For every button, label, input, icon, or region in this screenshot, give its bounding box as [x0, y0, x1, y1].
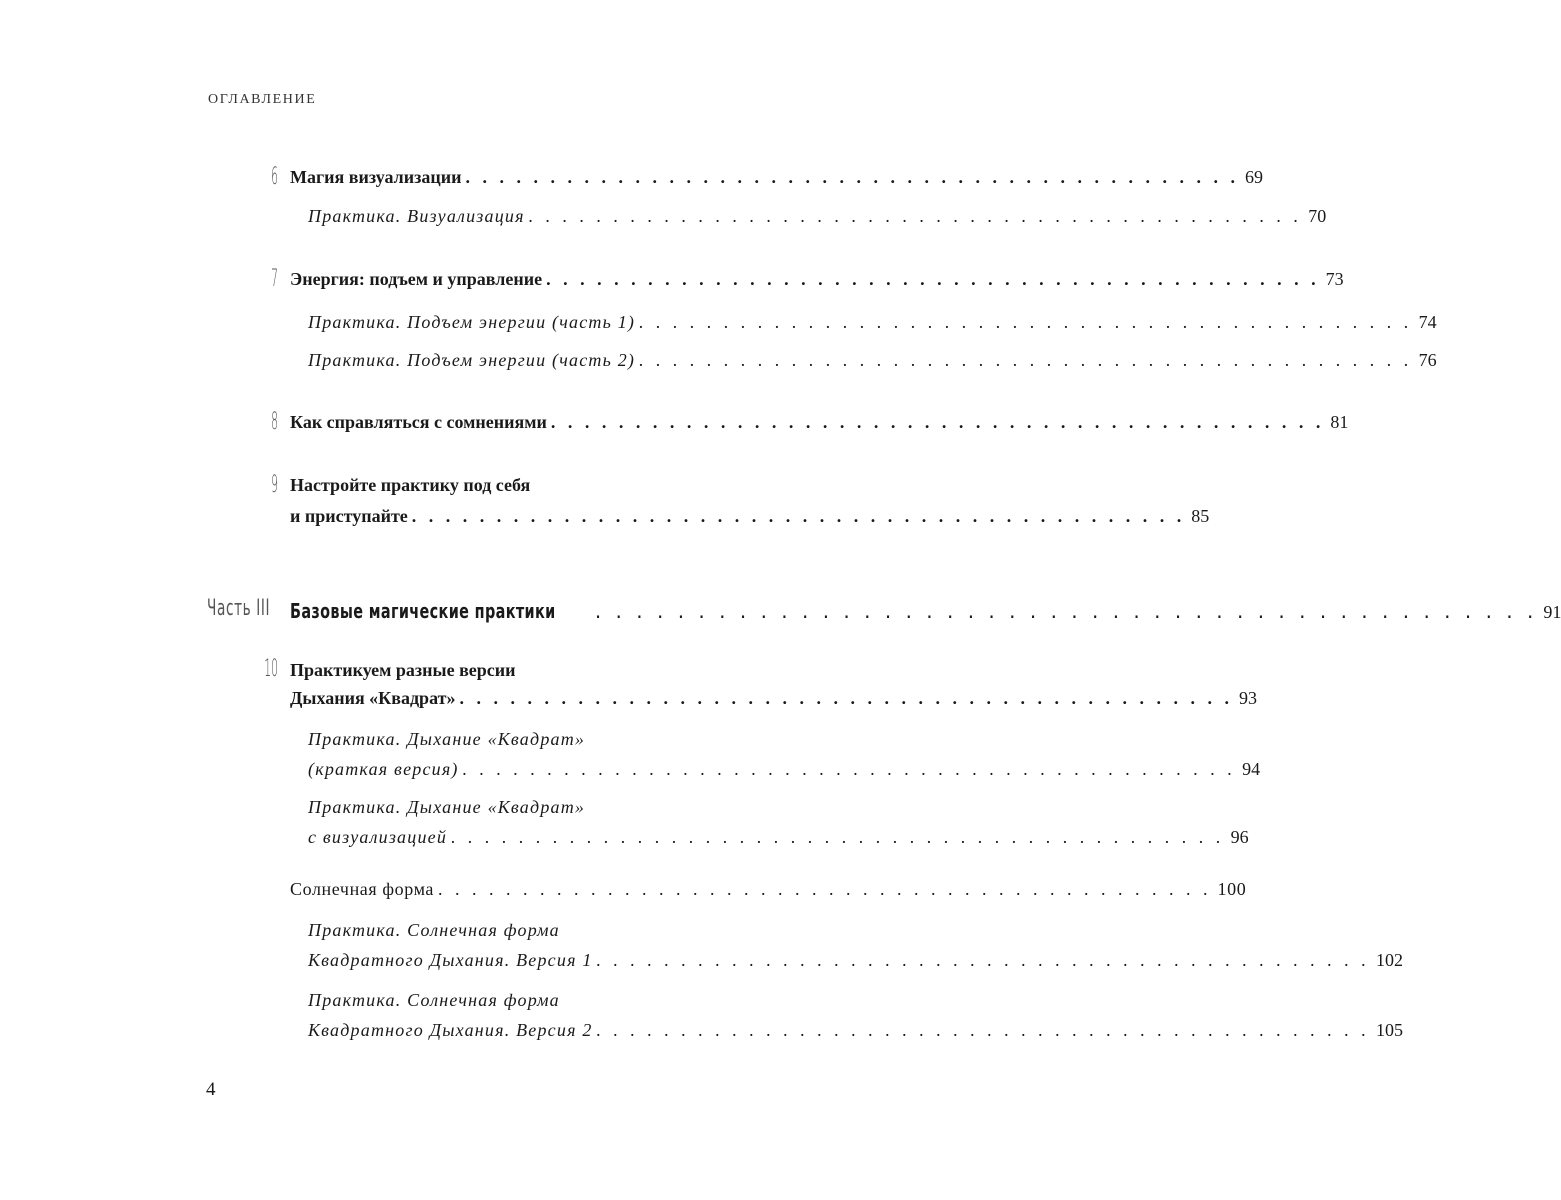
page-number: 4	[206, 1079, 216, 1100]
entry-page: 94	[1242, 759, 1261, 779]
entry-page: 85	[1191, 506, 1210, 526]
toc-entry-practice-solar-1[interactable]	[308, 950, 1404, 971]
chapter-number-7: 7	[271, 264, 278, 292]
entry-title: Практика. Визуализация	[308, 206, 525, 226]
entry-title-line-1: Практикуем разные версии	[290, 660, 516, 680]
dot-leader: . . . . . . . . . . . . . . . . . . . . . . . . . . . . . . . . . . . . . . . . . . . . . .	[596, 1020, 1371, 1040]
dot-leader: . . . . . . . . . . . . . . . . . . . . . . . . . . . . . . . . . . . . . . . . . . . . . .	[438, 879, 1212, 899]
dot-leader: . . . . . . . . . . . . . . . . . . . . . . . . . . . . . . . . . . . . . . . . . . . . . .	[594, 599, 1538, 623]
dot-leader: . . . . . . . . . . . . . . . . . . . . . . . . . . . . . . . . . . . . . . . . . . . . . .	[596, 950, 1371, 970]
toc-entry-practice-energy-1[interactable]	[308, 312, 1437, 333]
toc-entry-chapter-8[interactable]	[290, 412, 1349, 433]
toc-entry-chapter-6[interactable]	[290, 167, 1263, 188]
entry-page: 73	[1325, 269, 1344, 289]
toc-entry-practice-energy-2[interactable]	[308, 350, 1437, 371]
dot-leader: . . . . . . . . . . . . . . . . . . . . . . . . . . . . . . . . . . . . . . . . . . . . . .	[465, 167, 1239, 187]
toc-entry-practice-square-visual[interactable]	[308, 827, 1249, 848]
entry-title: Солнечная форма	[290, 879, 435, 899]
dot-leader: . . . . . . . . . . . . . . . . . . . . . . . . . . . . . . . . . . . . . . . . . . . . . .	[639, 350, 1413, 370]
entry-page: 70	[1308, 206, 1327, 226]
entry-title-line-2: (краткая версия)	[308, 759, 459, 779]
toc-entry-chapter-7[interactable]	[290, 269, 1344, 290]
entry-page: 105	[1376, 1020, 1404, 1040]
entry-title-line-1: Практика. Солнечная форма	[308, 990, 560, 1010]
entry-title-line-2: и приступайте	[290, 506, 408, 526]
entry-title: Как справляться с сомнениями	[290, 412, 547, 432]
entry-page: 100	[1217, 879, 1247, 899]
chapter-number-10: 10	[264, 654, 278, 682]
dot-leader: . . . . . . . . . . . . . . . . . . . . . . . . . . . . . . . . . . . . . . . . . . . . . .	[550, 412, 1325, 432]
entry-title-line-2: с визуализацией	[308, 827, 448, 847]
entry-page: 93	[1238, 688, 1257, 708]
toc-entry-practice-visualization[interactable]	[308, 206, 1327, 227]
part-title: Базовые магические практики	[290, 599, 556, 623]
dot-leader: . . . . . . . . . . . . . . . . . . . . . . . . . . . . . . . . . . . . . . . . . . . . . .	[459, 688, 1233, 708]
chapter-number-8: 8	[271, 407, 278, 435]
entry-title-line-2: Квадратного Дыхания. Версия 1	[308, 950, 593, 970]
dot-leader: . . . . . . . . . . . . . . . . . . . . . . . . . . . . . . . . . . . . . . . . . . . . . .	[528, 206, 1303, 226]
toc-header: ОГЛАВЛЕНИЕ	[208, 92, 317, 107]
entry-title-line-2: Квадратного Дыхания. Версия 2	[308, 1020, 593, 1040]
entry-title: Практика. Подъем энергии (часть 2)	[308, 350, 636, 370]
dot-leader: . . . . . . . . . . . . . . . . . . . . . . . . . . . . . . . . . . . . . . . . . . . . . .	[411, 506, 1186, 526]
chapter-number-6: 6	[271, 162, 278, 190]
entry-page: 96	[1230, 827, 1249, 847]
part-label: Часть III	[207, 596, 271, 621]
toc-entry-chapter-10[interactable]	[290, 688, 1257, 709]
toc-entry-part-3[interactable]	[290, 599, 1561, 623]
toc-entry-practice-solar-2[interactable]	[308, 1020, 1404, 1041]
entry-title-line-1: Практика. Солнечная форма	[308, 920, 560, 940]
entry-title-line-2: Дыхания «Квадрат»	[290, 688, 456, 708]
entry-page: 81	[1330, 412, 1349, 432]
entry-title: Практика. Подъем энергии (часть 1)	[308, 312, 636, 332]
dot-leader: . . . . . . . . . . . . . . . . . . . . . . . . . . . . . . . . . . . . . . . . . . . . . .	[462, 759, 1237, 779]
dot-leader: . . . . . . . . . . . . . . . . . . . . . . . . . . . . . . . . . . . . . . . . . . . . . .	[639, 312, 1413, 332]
entry-title: Энергия: подъем и управление	[290, 269, 543, 289]
dot-leader: . . . . . . . . . . . . . . . . . . . . . . . . . . . . . . . . . . . . . . . . . . . . . .	[546, 269, 1320, 289]
entry-page: 102	[1376, 950, 1404, 970]
entry-title-line-1: Практика. Дыхание «Квадрат»	[308, 797, 586, 817]
entry-title: Магия визуализации	[290, 167, 462, 187]
entry-title-line-1: Настройте практику под себя	[290, 475, 531, 495]
entry-title-line-1: Практика. Дыхание «Квадрат»	[308, 729, 586, 749]
entry-page: 76	[1418, 350, 1437, 370]
entry-page: 74	[1418, 312, 1437, 332]
entry-page: 91	[1543, 602, 1561, 622]
dot-leader: . . . . . . . . . . . . . . . . . . . . . . . . . . . . . . . . . . . . . . . . . . . . . .	[451, 827, 1225, 847]
toc-entry-solar-form[interactable]	[290, 879, 1247, 900]
toc-entry-practice-square-short[interactable]	[308, 759, 1261, 780]
entry-page: 69	[1244, 167, 1263, 187]
toc-entry-chapter-9[interactable]	[290, 506, 1210, 527]
chapter-number-9: 9	[271, 470, 278, 498]
